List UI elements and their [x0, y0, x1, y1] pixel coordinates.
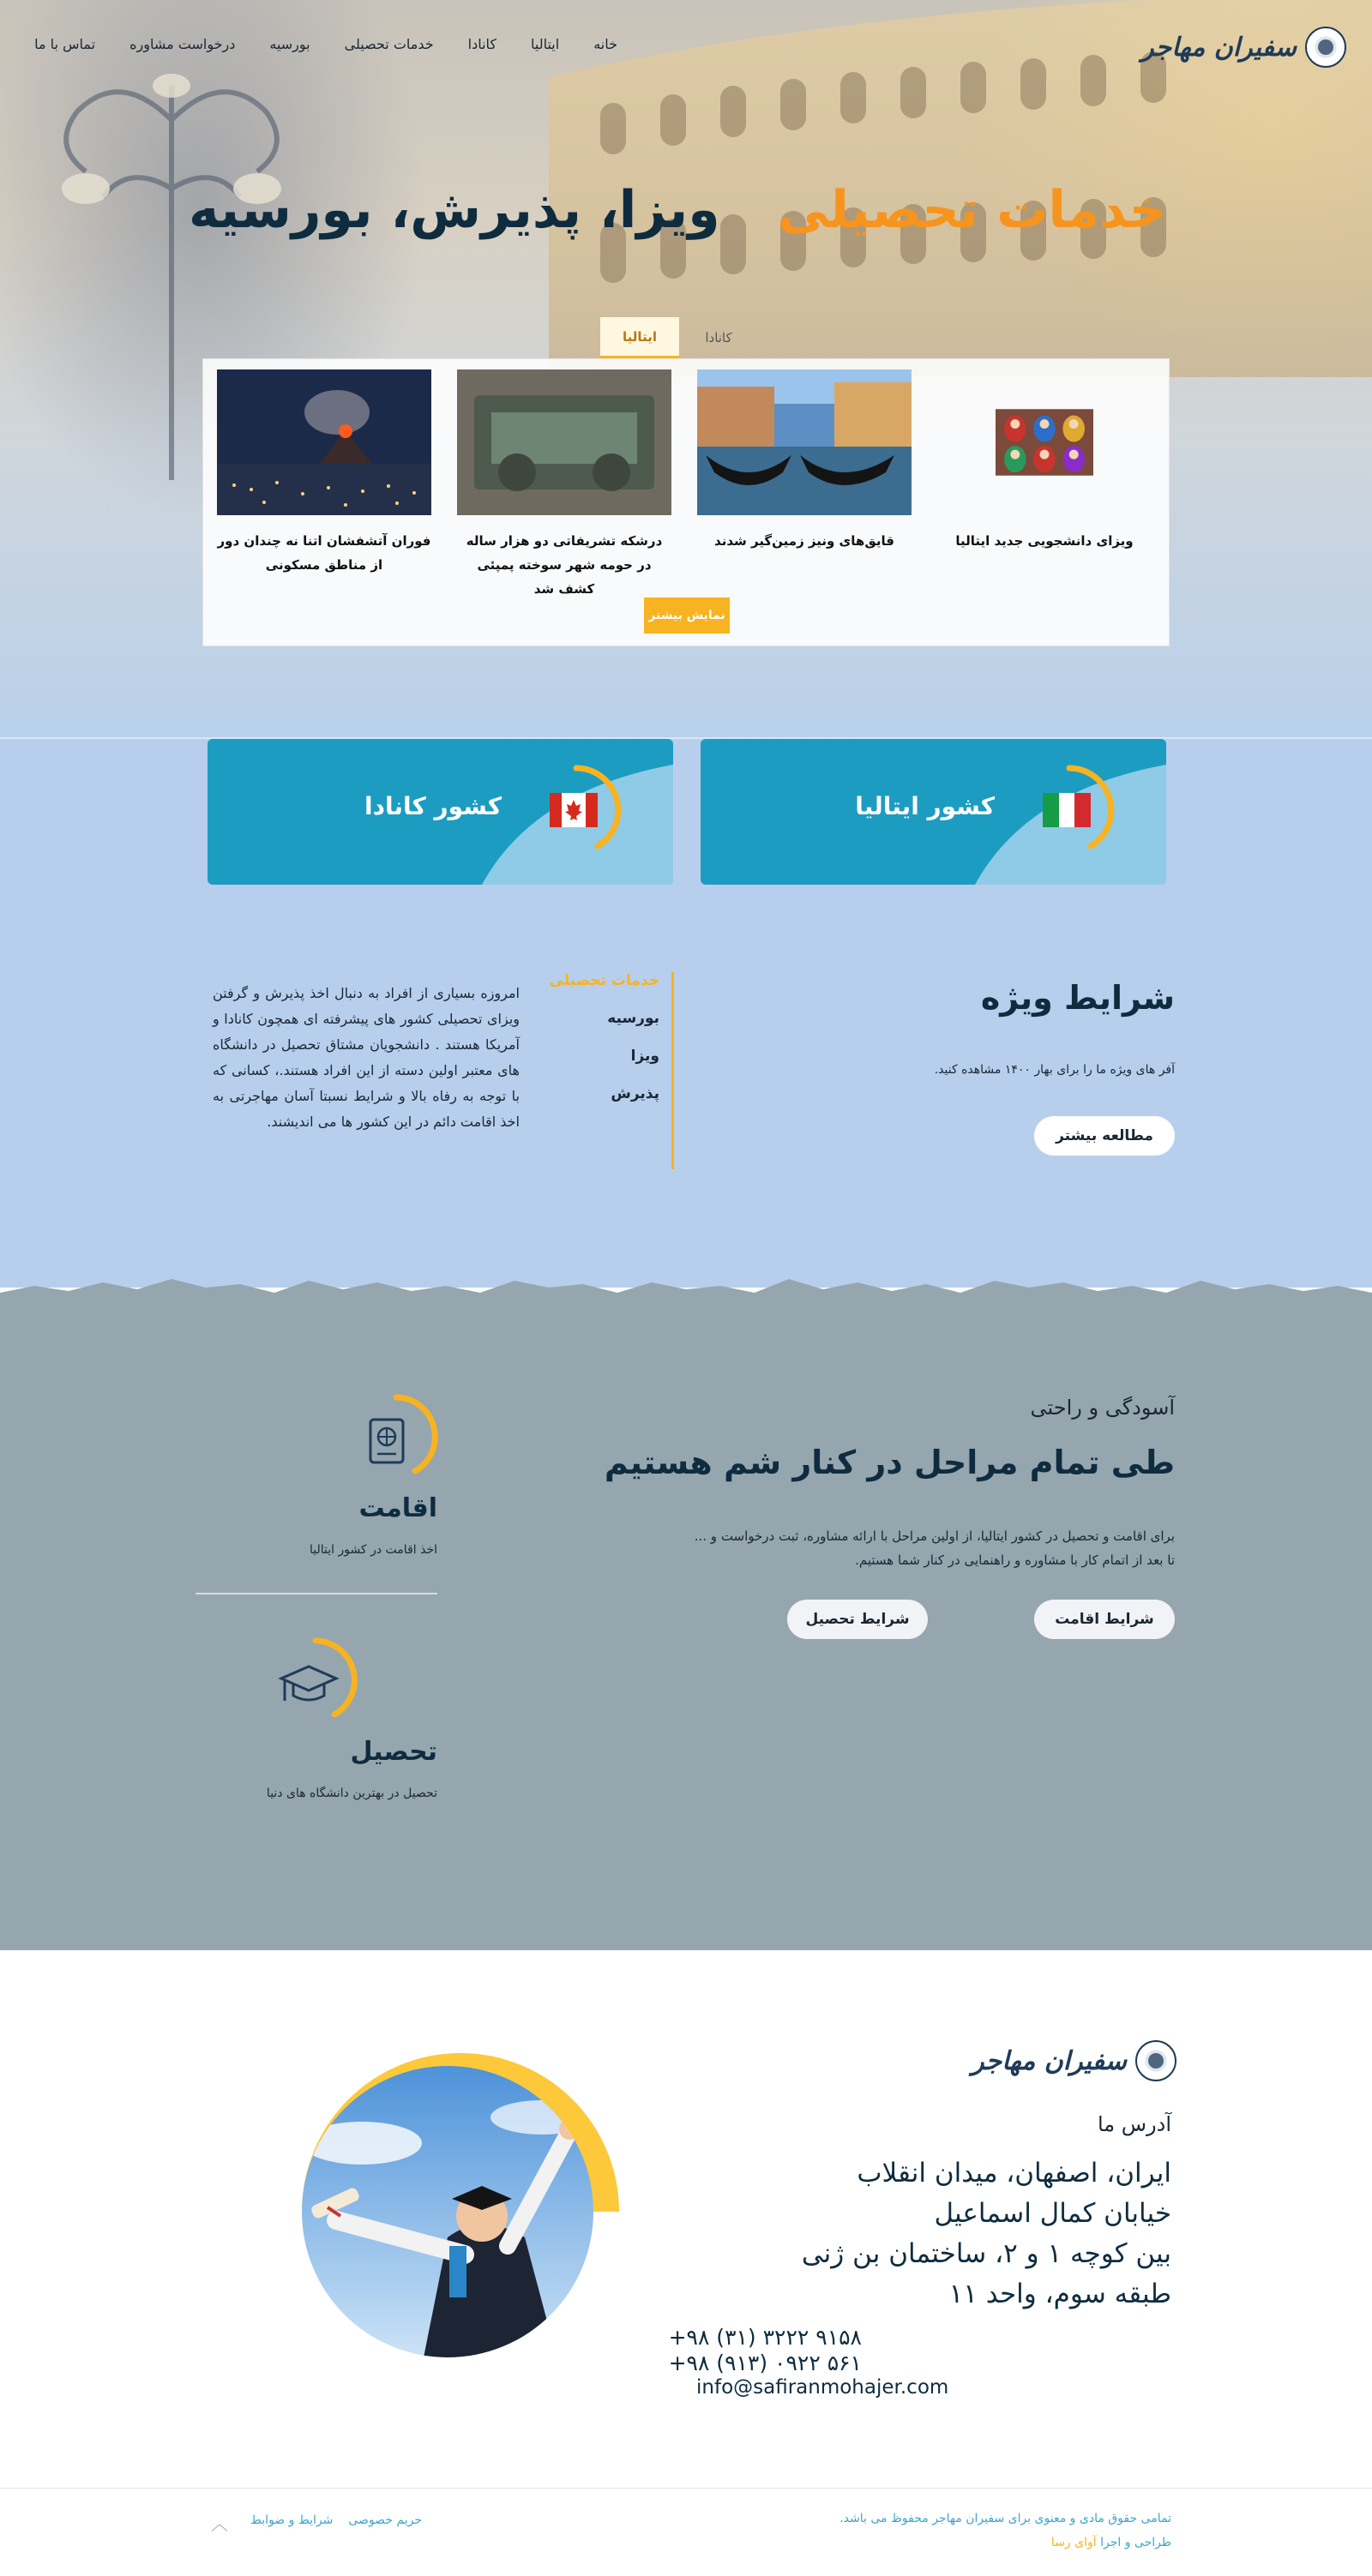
tab-visa[interactable]: ویزا — [630, 1048, 659, 1065]
matryoshka-dolls-photo[interactable] — [996, 369, 1093, 515]
steps-kicker: آسودگی و راحتی — [1030, 1396, 1175, 1420]
volcano-eruption-photo[interactable] — [217, 369, 431, 515]
hero-section — [0, 0, 1372, 737]
address-block — [802, 2153, 1171, 2315]
residence-conditions-button[interactable]: شرایط اقامت — [1034, 1600, 1175, 1639]
feature-description: تحصیل در بهترین دانشگاه های دنیا — [266, 1786, 437, 1800]
footer-logo[interactable] — [972, 2040, 1176, 2081]
bottom-bar — [0, 2488, 1372, 2576]
special-title: شرایط ویژه — [980, 979, 1175, 1017]
news-panel — [202, 358, 1170, 646]
top-navigation — [0, 26, 1372, 69]
copyright-text: تمامی حقوق مادی و معنوی برای سفیران مهاجر محفوظ می باشد. — [839, 2512, 1171, 2525]
logo-text: سفیران مهاجر — [1141, 32, 1297, 63]
address-line: ایران، اصفهان، میدان انقلاب — [857, 2158, 1171, 2189]
terms-link[interactable]: شرایط و ضوابط — [250, 2513, 334, 2527]
address-line: بین کوچه ۱ و ۲، ساختمان بن ژنی — [801, 2238, 1171, 2269]
address-line: طبقه سوم، واحد ۱۱ — [948, 2279, 1171, 2309]
canada-flag-icon — [550, 793, 598, 827]
logo-text: سفیران مهاجر — [972, 2045, 1127, 2076]
nav-item-home[interactable]: خانه — [593, 36, 617, 52]
nav-item-education-services[interactable]: خدمات تحصیلی — [344, 36, 434, 52]
tab-canada[interactable]: کانادا — [705, 330, 732, 345]
feature-divider — [196, 1593, 437, 1594]
special-subtitle: آفر های ویژه ما را برای بهار ۱۴۰۰ مشاهده کنید. — [934, 1063, 1175, 1077]
feature-description: اخذ اقامت در کشور ایتالیا — [310, 1543, 437, 1557]
nav-item-consultation[interactable]: درخواست مشاوره — [129, 36, 236, 52]
venice-gondolas-photo[interactable] — [697, 369, 912, 515]
tab-scholarship[interactable]: بورسیه — [607, 1010, 659, 1027]
tab-italy[interactable]: ایتالیا — [600, 317, 679, 358]
italy-flag-icon — [1043, 793, 1091, 827]
tab-admission[interactable]: پذیرش — [611, 1085, 659, 1102]
design-credit — [1051, 2536, 1171, 2549]
news-grid — [217, 369, 1152, 601]
feature-title: تحصیل — [350, 1737, 437, 1767]
nav-item-scholarship[interactable]: بورسیه — [269, 36, 310, 52]
scroll-to-top-icon[interactable]: ︿ — [211, 2513, 228, 2534]
news-caption[interactable]: قایق‌های ونیز زمین‌گیر شدند — [714, 533, 894, 549]
passport-icon — [353, 1394, 439, 1480]
feature-title: اقامت — [358, 1493, 437, 1523]
nav-item-italy[interactable]: ایتالیا — [531, 36, 560, 52]
steps-description: برای اقامت و تحصیل در کشور ایتالیا، از اولین مراحل با ارائه مشاوره، ثبت درخواست و ... تا بعد از اتمام کار با مشاوره و راهنمایی در کنار شما هستیم. — [694, 1528, 1175, 1568]
graduation-cap-icon — [273, 1637, 358, 1723]
country-card-title: کشور کانادا — [364, 792, 502, 820]
hero-title — [189, 171, 1166, 249]
graduate-student-image — [250, 2040, 628, 2366]
news-item[interactable] — [457, 369, 671, 601]
country-card-canada[interactable] — [208, 739, 673, 885]
news-caption[interactable]: ویزای دانشجویی جدید ایتالیا — [955, 533, 1134, 549]
address-line: خیابان کمال اسماعیل — [934, 2198, 1171, 2229]
news-item[interactable] — [937, 369, 1152, 601]
news-caption[interactable]: فوران آتشفشان اتنا نه چندان دور از مناطق مسکونی — [217, 533, 431, 573]
main-menu — [34, 36, 617, 52]
email-link[interactable]: info@safiranmohajer.com — [696, 2376, 949, 2399]
country-card-title: کشور ایتالیا — [855, 792, 995, 820]
news-caption[interactable]: درشکه تشریفاتی دو هزار ساله در حومه شهر سوخته پمپئی کشف شد — [466, 533, 663, 597]
footer-links — [250, 2513, 422, 2527]
news-item[interactable] — [217, 369, 431, 601]
privacy-link[interactable]: حریم خصوصی — [348, 2513, 423, 2527]
site-logo[interactable] — [1141, 26, 1346, 69]
hero-title-accent: خدمات تحصیلی — [777, 180, 1166, 240]
logo-emblem-icon — [1135, 2040, 1176, 2081]
show-more-button[interactable]: نمایش بیشتر — [644, 597, 730, 633]
nav-item-canada[interactable]: کانادا — [467, 36, 497, 52]
section-fade — [0, 703, 1372, 772]
steps-title: طی تمام مراحل در کنار شم هستیم — [604, 1444, 1175, 1481]
nav-item-contact[interactable]: تماس با ما — [34, 36, 96, 52]
hero-title-main: ویزا، پذیرش، بورسیه — [189, 180, 720, 240]
news-item[interactable] — [697, 369, 912, 601]
phone-number[interactable]: +۹۸ (۳۱) ۳۲۲۲ ۹۱۵۸ — [668, 2325, 862, 2350]
special-tabs — [535, 972, 674, 1169]
credit-link[interactable]: آوای رسا — [1050, 2536, 1097, 2549]
read-more-button[interactable]: مطالعه بیشتر — [1034, 1116, 1175, 1156]
tab-education-services[interactable]: خدمات تحصیلی — [549, 972, 659, 989]
ancient-chariot-photo[interactable] — [457, 369, 671, 515]
logo-emblem-icon — [1305, 27, 1346, 68]
credit-prefix: طراحی و اجرا — [1100, 2536, 1171, 2549]
country-card-italy[interactable] — [701, 739, 1166, 885]
special-description: امروزه بسیاری از افراد به دنبال اخذ پذیرش و گرفتن ویزای تحصیلی کشور های پیشرفته ای همچون کانادا و آمریکا هستند . دانشجویان مشتاق تحصیل در دانشگاه های معتبر اولین دسته از این افراد هستند.، کسانی که با توجه به رفاه بالا و شرایط نسبتا آسان مهاجرتی به اخذ اقامت دائم در این کشور ها می اندیشند. — [213, 985, 520, 1130]
country-tabs — [600, 317, 758, 358]
phone-number[interactable]: +۹۸ (۹۱۳) ۰۹۲۲ ۵۶۱ — [668, 2351, 862, 2375]
address-label: آدرس ما — [1097, 2112, 1171, 2136]
education-conditions-button[interactable]: شرایط تحصیل — [787, 1600, 928, 1639]
